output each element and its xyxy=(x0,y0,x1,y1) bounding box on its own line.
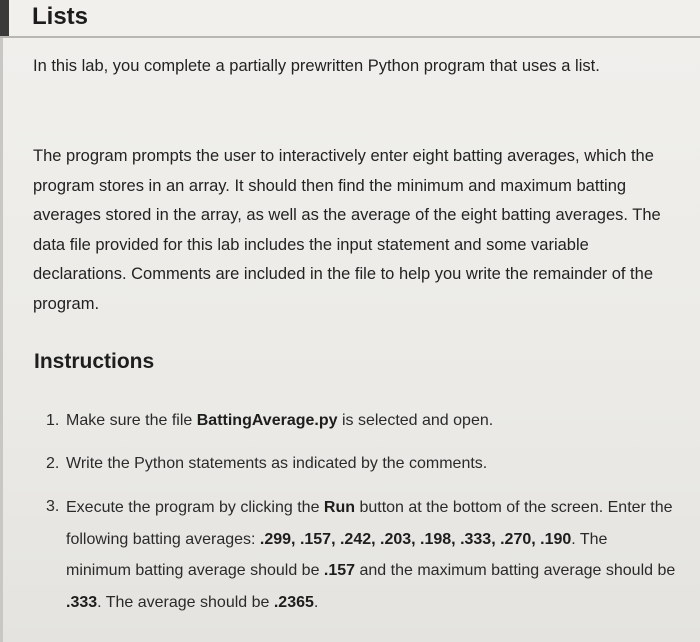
step-number: 2. xyxy=(46,455,60,472)
step-text xyxy=(66,492,676,618)
filename-text: BattingAverage.py xyxy=(196,412,338,429)
content-left-rule xyxy=(0,38,3,642)
average-value: .2365 xyxy=(273,593,314,611)
step-text-part: and the maximum batting average should be xyxy=(355,562,676,579)
instruction-step-1 xyxy=(46,406,676,435)
batting-averages-list: .299, .157, .242, .203, .198, .333, .270, .190 xyxy=(259,530,572,548)
step-text-part: button at the bottom of the screen. Enter the following batting averages: xyxy=(66,499,673,548)
step-text: Write the Python statements as indicated by the comments. xyxy=(66,455,488,472)
run-label: Run xyxy=(323,499,356,516)
maximum-value: .333 xyxy=(66,593,98,611)
step-text-part: is selected and open. xyxy=(337,412,494,429)
description-paragraph: The program prompts the user to interactively enter eight batting averages, which the program stores in an array. It should then find the minimum and maximum batting averages stored in the array, as well as the average of the eight batting averages. The data file provided for this lab includes the input statement and some variable declarations. Comments are included in the file to help you write the remainder of the program. xyxy=(33,147,661,313)
intro-paragraph: In this lab, you complete a partially prewritten Python program that uses a list. xyxy=(33,57,600,75)
minimum-value: .157 xyxy=(323,562,356,579)
step-number: 1. xyxy=(46,412,60,429)
instruction-step-3 xyxy=(46,492,676,618)
step-text-part: . xyxy=(313,593,319,611)
step-text xyxy=(66,412,493,429)
instruction-step-2 xyxy=(46,449,676,478)
instructions-list xyxy=(46,406,676,632)
step-text-part: Execute the program by clicking the xyxy=(66,499,324,516)
step-text-part: Make sure the file xyxy=(66,412,197,429)
lesson-title: Lists xyxy=(32,3,89,30)
instructions-heading: Instructions xyxy=(34,350,155,373)
step-text-part: . The minimum batting average should be xyxy=(66,530,608,579)
header-accent-bar xyxy=(0,0,9,36)
step-text-part: . The average should be xyxy=(97,593,274,611)
step-number: 3. xyxy=(46,498,60,515)
lesson-header xyxy=(0,0,700,38)
lesson-content xyxy=(0,38,700,642)
